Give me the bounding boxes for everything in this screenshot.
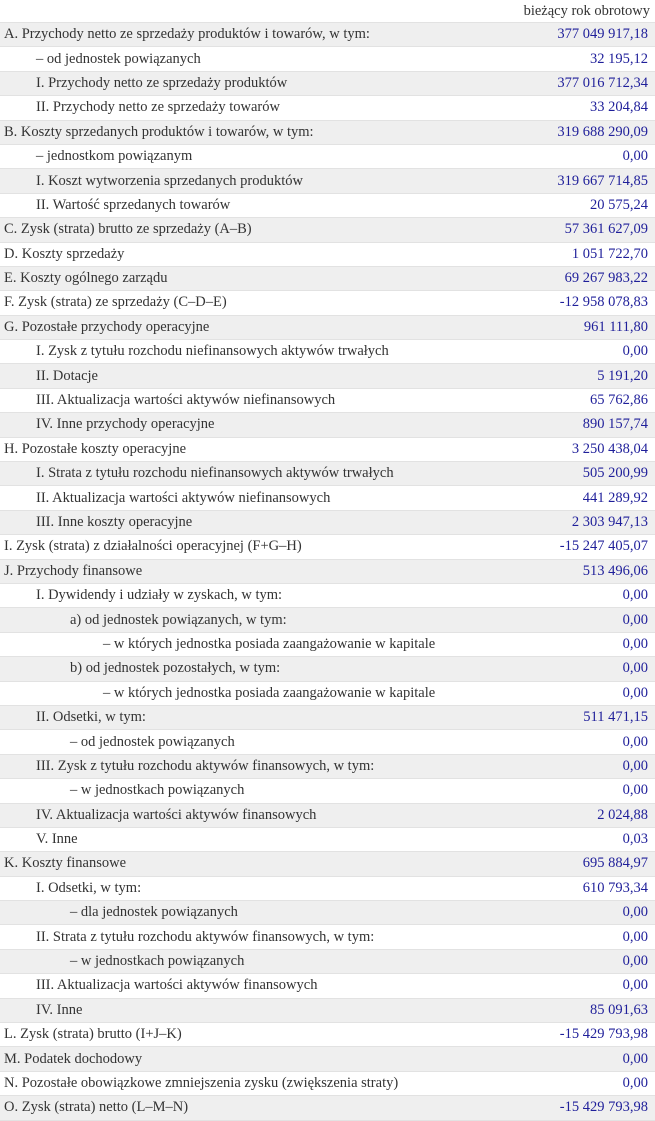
- row-label: I. Dywidendy i udziały w zyskach, w tym:: [36, 587, 283, 604]
- table-row: [0, 193, 655, 217]
- table-row: [0, 290, 655, 314]
- row-label: IV. Aktualizacja wartości aktywów finansowych: [36, 806, 317, 823]
- table-row: [0, 388, 655, 412]
- row-label: – jednostkom powiązanym: [36, 148, 193, 165]
- row-label: III. Zysk z tytułu rozchodu aktywów finansowych, w tym:: [36, 757, 375, 774]
- row-label: II. Aktualizacja wartości aktywów niefinansowych: [36, 489, 331, 506]
- row-value: 0,00: [622, 757, 648, 774]
- table-row: [0, 656, 655, 680]
- row-label: I. Strata z tytułu rozchodu niefinansowych aktywów trwałych: [36, 465, 394, 482]
- row-value: 0,00: [622, 1074, 648, 1091]
- table-row: [0, 95, 655, 119]
- table-row: [0, 485, 655, 509]
- table-row: [0, 949, 655, 973]
- table-row: [0, 363, 655, 387]
- row-value: 610 793,34: [582, 879, 648, 896]
- row-value: 69 267 983,22: [564, 270, 648, 287]
- row-value: 961 111,80: [583, 318, 648, 335]
- table-row: [0, 266, 655, 290]
- table-row: [0, 1095, 655, 1119]
- row-value: 319 688 290,09: [557, 123, 648, 140]
- table-row: [0, 412, 655, 436]
- row-label: – od jednostek powiązanych: [36, 50, 201, 67]
- row-value: -15 247 405,07: [559, 538, 648, 555]
- row-label: O. Zysk (strata) netto (L–M–N): [4, 1099, 189, 1116]
- table-row: [0, 803, 655, 827]
- row-label: G. Pozostałe przychody operacyjne: [4, 318, 210, 335]
- table-row: [0, 583, 655, 607]
- row-label: C. Zysk (strata) brutto ze sprzedaży (A–B): [4, 221, 252, 238]
- table-row: [0, 144, 655, 168]
- row-label: H. Pozostałe koszty operacyjne: [4, 440, 187, 457]
- table-row: [0, 534, 655, 558]
- table-row: [0, 71, 655, 95]
- row-label: IV. Inne przychody operacyjne: [36, 416, 215, 433]
- row-label: M. Podatek dochodowy: [4, 1050, 143, 1067]
- table-row: [0, 632, 655, 656]
- row-label: I. Zysk z tytułu rozchodu niefinansowych aktywów trwałych: [36, 343, 389, 360]
- table-row: [0, 973, 655, 997]
- row-value: 32 195,12: [590, 50, 648, 67]
- row-label: I. Koszt wytworzenia sprzedanych produktów: [36, 172, 303, 189]
- row-value: 0,00: [622, 343, 648, 360]
- row-label: I. Odsetki, w tym:: [36, 879, 142, 896]
- row-value: 505 200,99: [582, 465, 648, 482]
- row-value: -12 958 078,83: [559, 294, 648, 311]
- table-row: [0, 168, 655, 192]
- row-value: 33 204,84: [590, 99, 648, 116]
- row-value: 0,00: [622, 977, 648, 994]
- column-header: [0, 0, 655, 22]
- row-value: 20 575,24: [590, 196, 648, 213]
- table-row: [0, 46, 655, 70]
- column-header-label: bieżący rok obrotowy: [523, 2, 650, 19]
- row-value: 5 191,20: [597, 367, 648, 384]
- statement-rows: [0, 22, 655, 1121]
- table-row: [0, 998, 655, 1022]
- row-label: – dla jednostek powiązanych: [70, 904, 238, 921]
- table-row: [0, 1071, 655, 1095]
- row-value: 1 051 722,70: [571, 245, 648, 262]
- row-value: 377 049 917,18: [557, 26, 648, 43]
- row-label: – w których jednostka posiada zaangażowanie w kapitale: [103, 684, 436, 701]
- row-value: 695 884,97: [582, 855, 648, 872]
- table-row: [0, 851, 655, 875]
- row-value: 890 157,74: [582, 416, 648, 433]
- row-label: V. Inne: [36, 831, 78, 848]
- table-row: [0, 1022, 655, 1046]
- row-value: 0,00: [622, 635, 648, 652]
- table-row: [0, 461, 655, 485]
- row-value: 0,00: [622, 953, 648, 970]
- row-label: I. Zysk (strata) z działalności operacyjnej (F+G–H): [4, 538, 302, 555]
- row-value: 0,00: [622, 148, 648, 165]
- table-row: [0, 437, 655, 461]
- row-value: 0,00: [622, 733, 648, 750]
- row-label: III. Aktualizacja wartości aktywów finansowych: [36, 977, 318, 994]
- row-value: 0,00: [622, 928, 648, 945]
- row-label: – w jednostkach powiązanych: [70, 953, 245, 970]
- table-row: [0, 1046, 655, 1070]
- row-value: 441 289,92: [582, 489, 648, 506]
- row-value: -15 429 793,98: [559, 1099, 648, 1116]
- row-label: E. Koszty ogólnego zarządu: [4, 270, 168, 287]
- table-row: [0, 729, 655, 753]
- table-row: [0, 120, 655, 144]
- row-label: II. Strata z tytułu rozchodu aktywów finansowych, w tym:: [36, 928, 375, 945]
- row-value: 85 091,63: [590, 1001, 648, 1018]
- row-label: II. Przychody netto ze sprzedaży towarów: [36, 99, 280, 116]
- row-value: 0,00: [622, 587, 648, 604]
- row-label: III. Inne koszty operacyjne: [36, 514, 193, 530]
- table-row: [0, 754, 655, 778]
- table-row: [0, 900, 655, 924]
- row-value: 3 250 438,04: [571, 440, 648, 457]
- table-row: [0, 217, 655, 241]
- row-label: II. Wartość sprzedanych towarów: [36, 196, 231, 213]
- table-row: [0, 339, 655, 363]
- row-value: 513 496,06: [582, 562, 648, 579]
- row-label: II. Dotacje: [36, 367, 98, 384]
- table-row: [0, 681, 655, 705]
- row-label: I. Przychody netto ze sprzedaży produktów: [36, 74, 288, 91]
- row-label: L. Zysk (strata) brutto (I+J–K): [4, 1026, 182, 1043]
- row-value: 377 016 712,34: [557, 74, 648, 91]
- row-label: A. Przychody netto ze sprzedaży produktów i towarów, w tym:: [4, 26, 370, 43]
- row-label: b) od jednostek pozostałych, w tym:: [70, 660, 281, 677]
- row-value: 319 667 714,85: [557, 172, 648, 189]
- table-row: [0, 559, 655, 583]
- table-row: [0, 705, 655, 729]
- row-label: a) od jednostek powiązanych, w tym:: [70, 611, 287, 628]
- table-row: [0, 242, 655, 266]
- row-value: 57 361 627,09: [564, 221, 648, 238]
- row-label: IV. Inne: [36, 1001, 83, 1018]
- row-value: 0,03: [622, 831, 648, 848]
- row-value: 0,00: [622, 782, 648, 799]
- table-row: [0, 607, 655, 631]
- table-row: [0, 22, 655, 46]
- row-value: 0,00: [622, 904, 648, 921]
- row-value: 2 024,88: [597, 806, 648, 823]
- row-label: F. Zysk (strata) ze sprzedaży (C–D–E): [4, 294, 227, 311]
- row-value: 0,00: [622, 1050, 648, 1067]
- table-row: [0, 315, 655, 339]
- row-value: -15 429 793,98: [559, 1026, 648, 1043]
- row-label: B. Koszty sprzedanych produktów i towarów, w tym:: [4, 123, 314, 140]
- table-row: [0, 827, 655, 851]
- row-value: 0,00: [622, 660, 648, 677]
- table-row: [0, 924, 655, 948]
- table-row: [0, 510, 655, 534]
- row-label: D. Koszty sprzedaży: [4, 245, 125, 262]
- table-row: [0, 876, 655, 900]
- row-label: III. Aktualizacja wartości aktywów niefinansowych: [36, 392, 336, 409]
- row-label: K. Koszty finansowe: [4, 855, 127, 872]
- row-value: 2 303 947,13: [571, 514, 648, 530]
- row-label: – w których jednostka posiada zaangażowanie w kapitale: [103, 635, 436, 652]
- row-value: 0,00: [622, 611, 648, 628]
- row-label: N. Pozostałe obowiązkowe zmniejszenia zysku (zwiększenia straty): [4, 1074, 399, 1091]
- table-row: [0, 778, 655, 802]
- row-label: J. Przychody finansowe: [4, 562, 143, 579]
- row-value: 511 471,15: [583, 709, 648, 726]
- row-label: – od jednostek powiązanych: [70, 733, 235, 750]
- row-value: 0,00: [622, 684, 648, 701]
- row-label: – w jednostkach powiązanych: [70, 782, 245, 799]
- row-label: II. Odsetki, w tym:: [36, 709, 146, 726]
- row-value: 65 762,86: [590, 392, 648, 409]
